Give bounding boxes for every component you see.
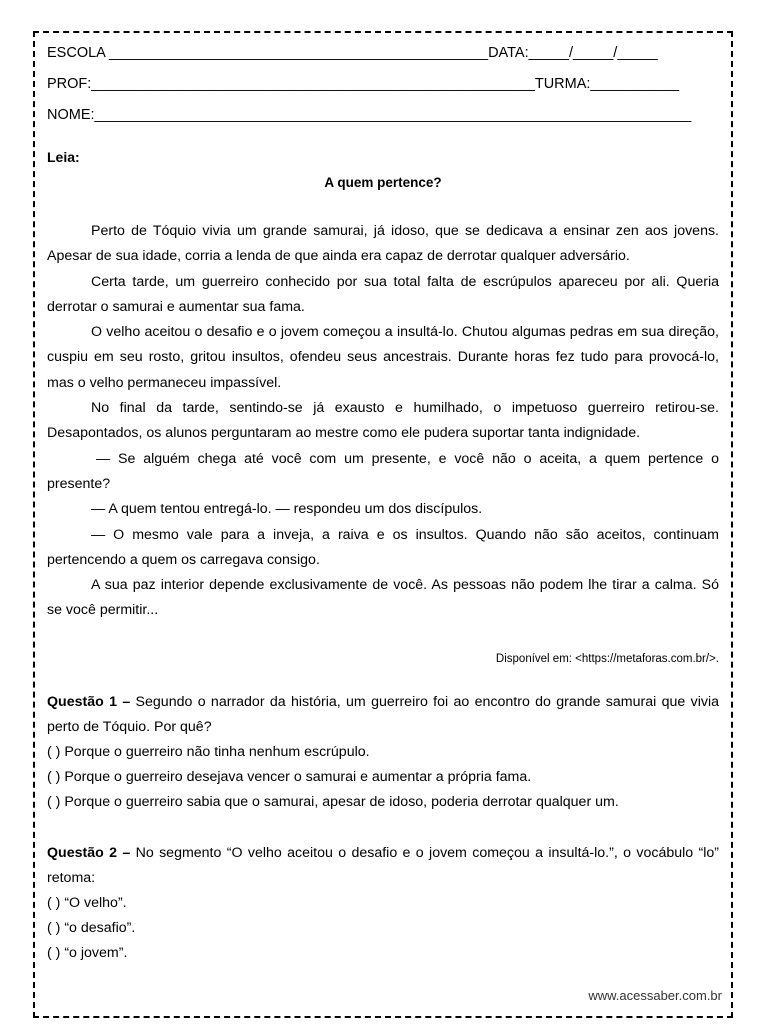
answer-option[interactable]: ( ) “O velho”.	[47, 895, 127, 911]
story-paragraph: — A quem tentou entregá-lo. — respondeu um dos discípulos.	[91, 501, 483, 518]
question-label: Questão 2 –	[47, 845, 131, 861]
read-label: Leia:	[47, 149, 80, 165]
footer-website: www.acessaber.com.br	[588, 988, 722, 1003]
answer-option[interactable]: ( ) “o desafio”.	[47, 920, 136, 936]
question-2	[47, 841, 719, 966]
story-paragraph: A sua paz interior depende exclusivamente de você. As pessoas não podem lhe tirar a calma. Só se você permitir...	[47, 577, 719, 619]
answer-option[interactable]: ( ) Porque o guerreiro não tinha nenhum escrúpulo.	[47, 744, 370, 760]
story-paragraph: — Se alguém chega até você com um presente, e você não o aceita, a quem pertence o presente?	[47, 450, 719, 492]
question-text: No segmento “O velho aceitou o desafio e o jovem começou a insultá-lo.”, o vocábulo “lo” retoma:	[47, 845, 719, 886]
story-text	[47, 219, 719, 624]
story-paragraph: O velho aceitou o desafio e o jovem começou a insultá-lo. Chutou algumas pedras em sua direção, cuspiu em seu rosto, gritou insultos, ofendeu seus ancestrais. Durante horas fez tudo para provocá-lo, mas o velho permaneceu impassível.	[47, 324, 719, 391]
story-title: A quem pertence?	[324, 175, 442, 190]
escola-date-line: ESCOLA _______________________________________________DATA:_____/_____/_____	[47, 45, 658, 61]
story-paragraph: Certa tarde, um guerreiro conhecido por sua total falta de escrúpulos apareceu por ali. Queria derrotar o samurai e aumentar sua fama.	[47, 273, 719, 315]
question-label: Questão 1 –	[47, 694, 131, 710]
prof-turma-line: PROF:_______________________________________________________TURMA:___________	[47, 76, 680, 92]
story-paragraph: No final da tarde, sentindo-se já exausto e humilhado, o impetuoso guerreiro retirou-se. Desapontados, os alunos perguntaram ao mestre como ele pudera suportar tanta indignidade.	[47, 400, 719, 442]
story-paragraph: Perto de Tóquio vivia um grande samurai, já idoso, que se dedicava a ensinar zen aos jovens. Apesar de sua idade, corria a lenda de que ainda era capaz de derrotar qualquer adversário.	[47, 223, 719, 265]
answer-option[interactable]: ( ) Porque o guerreiro sabia que o samurai, apesar de idoso, poderia derrotar qualquer um.	[47, 794, 619, 810]
answer-option[interactable]: ( ) “o jovem”.	[47, 945, 128, 961]
question-1	[47, 690, 719, 815]
nome-line: NOME:__________________________________________________________________________	[47, 107, 692, 123]
story-paragraph: — O mesmo vale para a inveja, a raiva e os insultos. Quando não são aceitos, continuam pertencendo a quem os carregava consigo.	[47, 526, 719, 568]
source-citation: Disponível em: <https://metaforas.com.br/>.	[495, 653, 719, 665]
question-text: Segundo o narrador da história, um guerreiro foi ao encontro do grande samurai que vivia perto de Tóquio. Por quê?	[47, 694, 719, 735]
answer-option[interactable]: ( ) Porque o guerreiro desejava vencer o samurai e aumentar a própria fama.	[47, 769, 532, 785]
